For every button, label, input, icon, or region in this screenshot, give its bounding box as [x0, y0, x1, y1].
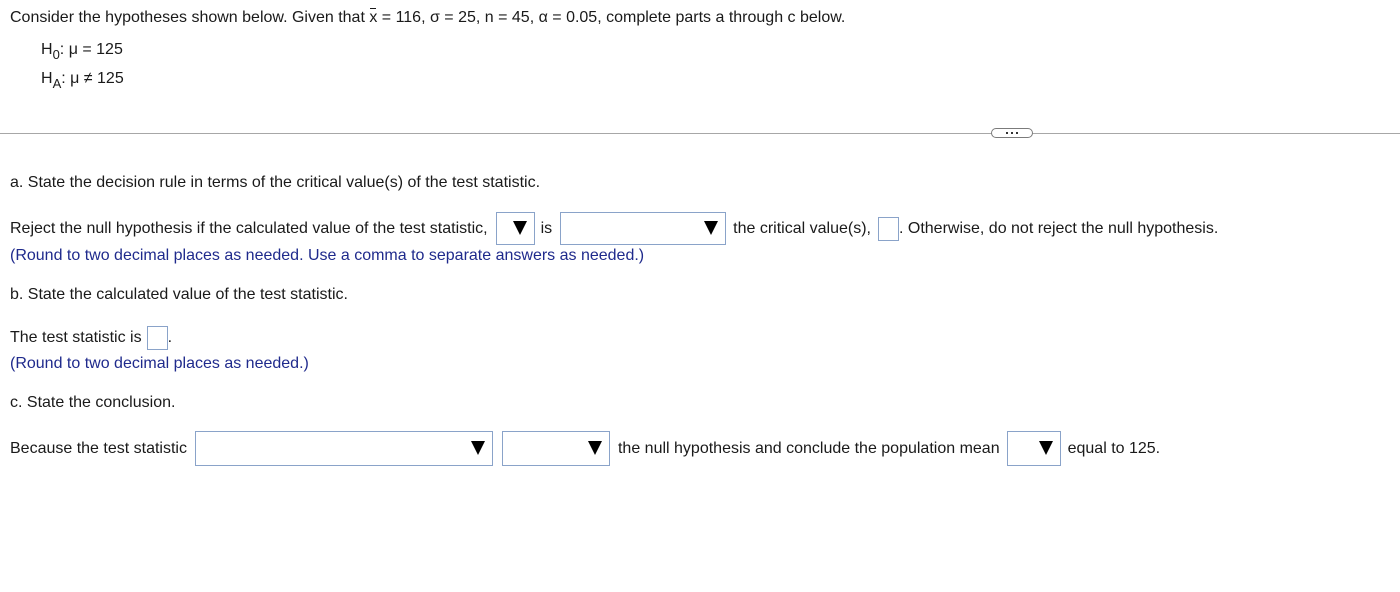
null-hypothesis-statement: : μ = 125 [59, 41, 123, 58]
test-statistic-comparison-dropdown[interactable] [195, 431, 493, 466]
problem-statement [10, 9, 845, 27]
alt-hypothesis-subscript: A [52, 76, 62, 91]
alt-hypothesis-statement: : μ ≠ 125 [61, 70, 124, 87]
part-c-text-2: the null hypothesis and conclude the population mean [617, 439, 1000, 457]
part-b-test-statistic [10, 326, 172, 350]
intro-prefix: Consider the hypotheses shown below. Given that [10, 9, 370, 26]
population-mean-dropdown[interactable] [1007, 431, 1061, 466]
part-a-text-3: the critical value(s), [733, 219, 871, 237]
triangle-down-icon [588, 441, 602, 455]
null-hypothesis-letter: H [41, 41, 53, 58]
section-divider [0, 133, 1400, 134]
part-b-text-1: The test statistic is [10, 329, 142, 346]
comparison-dropdown[interactable] [560, 212, 726, 245]
critical-value-input[interactable] [878, 217, 899, 241]
part-a-hint: (Round to two decimal places as needed. Use a comma to separate answers as needed.) [10, 247, 645, 264]
null-hypothesis-subscript: 0 [52, 47, 60, 62]
alternative-hypothesis [41, 70, 124, 91]
part-c-heading: c. State the conclusion. [10, 394, 176, 411]
part-b-hint: (Round to two decimal places as needed.) [10, 355, 309, 372]
part-a-text-1: Reject the null hypothesis if the calculated value of the test statistic, [10, 219, 488, 237]
test-statistic-symbol-dropdown[interactable] [496, 212, 535, 245]
triangle-down-icon [513, 221, 527, 235]
part-a-heading: a. State the decision rule in terms of the critical value(s) of the test statistic. [10, 174, 541, 191]
part-a-decision-rule [10, 212, 1218, 245]
triangle-down-icon [471, 441, 485, 455]
intro-givens: = 116, σ = 25, n = 45, α = 0.05, complete parts a through c below. [377, 9, 846, 26]
alt-hypothesis-letter: H [41, 70, 53, 87]
part-c-text-1: Because the test statistic [10, 439, 187, 457]
test-statistic-input[interactable] [147, 326, 168, 350]
part-a-text-4: . Otherwise, do not reject the null hypothesis. [898, 219, 1219, 237]
null-hypothesis [41, 41, 123, 62]
reject-decision-dropdown[interactable] [502, 431, 610, 466]
part-a-text-2: is [540, 219, 553, 237]
triangle-down-icon [1039, 441, 1053, 455]
part-c-conclusion [10, 431, 1160, 466]
ellipsis-icon[interactable] [991, 128, 1033, 138]
part-b-heading: b. State the calculated value of the test statistic. [10, 286, 348, 303]
sample-mean-symbol: x [369, 9, 378, 26]
triangle-down-icon [704, 221, 718, 235]
part-b-text-2: . [167, 329, 173, 346]
part-c-text-3: equal to 125. [1067, 439, 1161, 457]
